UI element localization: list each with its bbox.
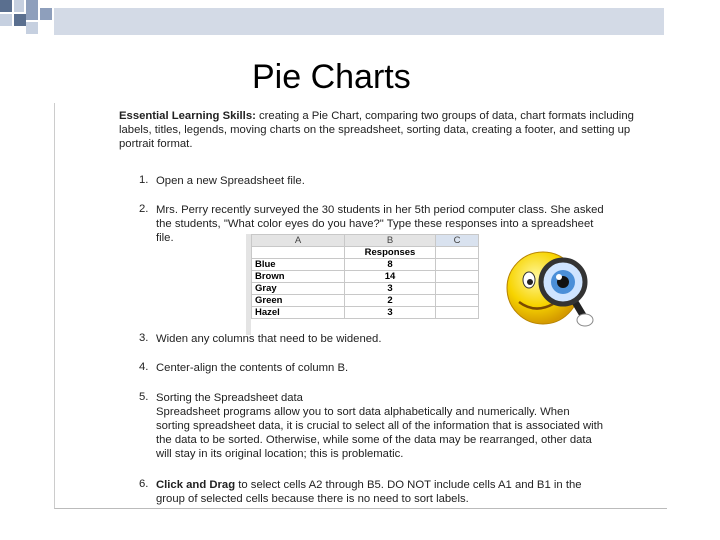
table-row bbox=[252, 271, 479, 283]
item-number: 1. bbox=[139, 174, 149, 186]
cell: 8 bbox=[345, 259, 436, 271]
cell: Hazel bbox=[252, 307, 345, 319]
corner-square-dark bbox=[14, 14, 26, 26]
cell: Green bbox=[252, 295, 345, 307]
item-bold: Click and Drag bbox=[156, 479, 236, 491]
item-text: Center-align the contents of column B. bbox=[156, 362, 349, 374]
item-number: 6. bbox=[139, 478, 149, 490]
spreadsheet-table bbox=[251, 234, 479, 319]
item-text-rest: to select cells A2 through B5. DO NOT include cells A1 and B1 in the group of selected cells because there is no need to sort labels. bbox=[156, 479, 582, 505]
cell: 2 bbox=[345, 295, 436, 307]
intro-paragraph bbox=[119, 109, 664, 151]
table-row bbox=[252, 307, 479, 319]
cell: Blue bbox=[252, 259, 345, 271]
table-row bbox=[252, 295, 479, 307]
cell bbox=[436, 283, 479, 295]
cell: 3 bbox=[345, 283, 436, 295]
corner-square-light bbox=[14, 0, 24, 12]
item-number: 2. bbox=[139, 203, 149, 215]
corner-square-dark bbox=[0, 0, 12, 12]
cell bbox=[436, 307, 479, 319]
corner-square-mid bbox=[26, 0, 38, 20]
cell: Gray bbox=[252, 283, 345, 295]
item-subtext: Spreadsheet programs allow you to sort data alphabetically and numerically. When sorting spreadsheet data, it is crucial to select all of the information that is associated with the data to be sorted. Otherwise, while some of the data may be rearranged, other data will stay in its original location; this is problematic. bbox=[156, 406, 604, 460]
cell bbox=[436, 295, 479, 307]
item-number: 5. bbox=[139, 391, 149, 403]
table-row bbox=[252, 259, 479, 271]
corner-square-light bbox=[26, 22, 38, 34]
cell: Brown bbox=[252, 271, 345, 283]
smiley-magnifier-icon bbox=[505, 244, 605, 344]
cell: 14 bbox=[345, 271, 436, 283]
item-text: Sorting the Spreadsheet data bbox=[156, 392, 303, 404]
intro-heading: Essential Learning Skills: bbox=[119, 110, 256, 122]
table-row bbox=[252, 283, 479, 295]
cell: 3 bbox=[345, 307, 436, 319]
cell bbox=[436, 271, 479, 283]
corner-square-mid bbox=[40, 8, 52, 20]
column-header: C bbox=[436, 235, 479, 247]
item-text: Open a new Spreadsheet file. bbox=[156, 175, 305, 187]
table-row bbox=[252, 247, 479, 259]
cell bbox=[252, 247, 345, 259]
cell: Responses bbox=[345, 247, 436, 259]
column-header-row bbox=[252, 235, 479, 247]
column-header: B bbox=[345, 235, 436, 247]
item-number: 3. bbox=[139, 332, 149, 344]
item-number: 4. bbox=[139, 361, 149, 373]
item-text: Widen any columns that need to be widened. bbox=[156, 333, 382, 345]
corner-square-light bbox=[0, 14, 12, 26]
column-header: A bbox=[252, 235, 345, 247]
intro-text: creating a Pie Chart, comparing two groups of data, chart formats including labels, titles, legends, moving charts on the spreadsheet, sorting data, creating a footer, and setting up portrait format. bbox=[119, 110, 634, 150]
item-text bbox=[156, 478, 606, 506]
header-band bbox=[54, 8, 664, 35]
item-text: Mrs. Perry recently surveyed the 30 students in her 5th period computer class. She asked the students, "What color eyes do you have?" Type these responses into a spreadsheet file. bbox=[156, 204, 604, 244]
slide-title: Pie Charts bbox=[252, 58, 411, 96]
cell bbox=[436, 259, 479, 271]
cell bbox=[436, 247, 479, 259]
